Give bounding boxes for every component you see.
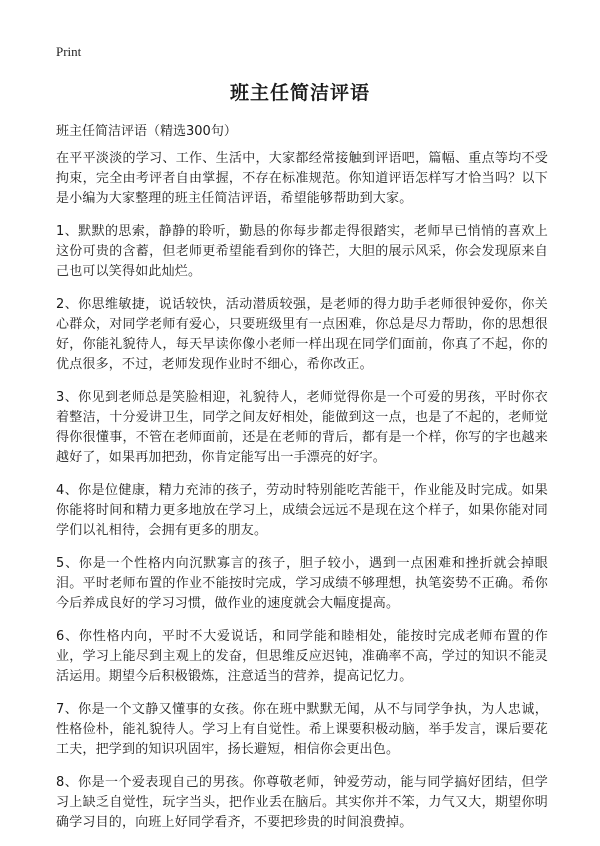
comment-paragraph-4: 4、你是位健康，精力充沛的孩子，劳动时特别能吃苦能干，作业能及时完成。如果你能将时间和精力更多地放在学习上，成绩会远远不是现在这个样子，如果你能对同学们以礼相待，会拥有更多的朋友。 [56,483,548,538]
print-link[interactable]: Print [56,44,82,59]
comment-paragraph-6: 6、你性格内向，平时不大爱说话，和同学能和睦相处，能按时完成老师布置的作业，学习上能尽到主观上的发奋，但思维反应迟钝，准确率不高，学过的知识不能灵活运用。期望今后积极锻炼，注意适当的营养，提高记忆力。 [56,629,548,684]
comment-paragraph-1: 1、默默的思索，静静的聆听，勤恳的你每步都走得很踏实，老师早已悄悄的喜欢上这份可贵的含蓄，但老师更希望能看到你的锋芒，大胆的展示风采，你会发现原来自己也可以笑得如此灿烂。 [56,224,548,279]
article-subtitle: 班主任简洁评语（精选300句） [56,124,237,139]
comment-paragraph-8: 8、你是一个爱表现自己的男孩。你尊敬老师，钟爱劳动，能与同学搞好团结，但学习上缺乏自觉性，玩字当头，把作业丢在脑后。其实你并不笨，力气又大，期望你明确学习目的，向班上好同学看齐，不要把珍贵的时间浪费掉。 [56,775,548,830]
comment-paragraph-2: 2、你思维敏捷，说话较快，活动潜质较强，是老师的得力助手老师很钟爱你，你关心群众，对同学老师有爱心，只要班级里有一点困难，你总是尽力帮助，你的思想很好，你能礼貌待人，每天早读你像小老师一样出现在同学们面前，你真了不起，你的优点很多，不过，老师发现作业时不细心，希你改正。 [56,297,548,372]
comment-paragraph-5: 5、你是一个性格内向沉默寡言的孩子，胆子较小，遇到一点困难和挫折就会掉眼泪。平时老师布置的作业不能按时完成，学习成绩不够理想，执笔姿势不正确。希你今后养成良好的学习习惯，做作业的速度就会大幅度提高。 [56,556,548,611]
comment-paragraph-7: 7、你是一个文静又懂事的女孩。你在班中默默无闻，从不与同学争执，为人忠诚，性格俭朴，能礼貌待人。学习上有自觉性。希上课要积极动脑，举手发言，课后要花工夫，把学到的知识巩固牢，扬长避短，相信你会更出色。 [56,702,548,757]
intro-paragraph: 在平平淡淡的学习、工作、生活中，大家都经常接触到评语吧，篇幅、重点等均不受拘束，完全由考评者自由掌握，不存在标准规范。你知道评语怎样写才恰当吗？以下是小编为大家整理的班主任简洁评语，希望能够帮助到大家。 [56,151,548,206]
page-title: 班主任简洁评语 [229,82,370,104]
comment-paragraph-3: 3、你见到老师总是笑脸相迎，礼貌待人，老师觉得你是一个可爱的男孩，平时你衣着整洁，十分爱讲卫生，同学之间友好相处，能做到这一点，也是了不起的，老师觉得你很懂事，不管在老师面前，还是在老师的背后，都有是一个样，你写的字也越来越好了，如果再加把劲，你肯定能写出一手漂亮的好字。 [56,390,548,465]
article-body [56,149,548,846]
